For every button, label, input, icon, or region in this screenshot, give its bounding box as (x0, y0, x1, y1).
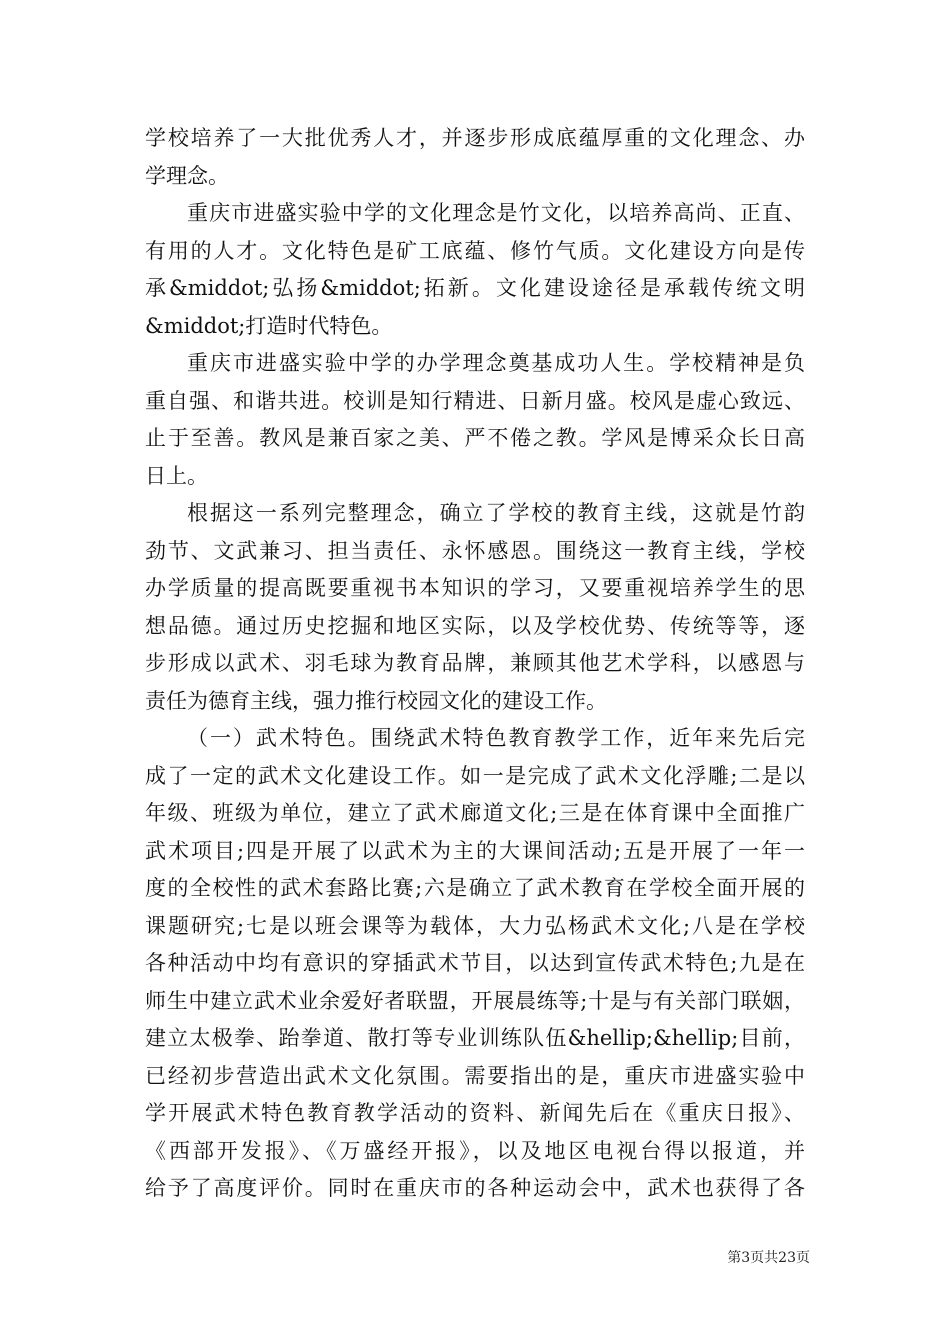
paragraph-2 (145, 195, 805, 345)
text-line: 重庆市进盛实验中学的办学理念奠基成功人生。学校精神是负 (187, 351, 805, 375)
text-line: 已经初步营造出武术文化氛围。需要指出的是，重庆市进盛实验中 (145, 1063, 805, 1088)
text-line: 重庆市进盛实验中学的文化理念是竹文化，以培养高尚、正直、 (187, 201, 805, 225)
text-line: 想品德。通过历史挖掘和地区实际，以及学校优势、传统等等，逐 (145, 613, 805, 638)
text-line: 建立太极拳、跆拳道、散打等专业训练队伍&hellip;&hellip;目前， (145, 1026, 805, 1050)
page-number-footer: 第3页共23页 (727, 1250, 810, 1266)
text-line: 责任为德育主线，强力推行校园文化的建设工作。 (145, 688, 607, 713)
text-line: 给予了高度评价。同时在重庆市的各种运动会中，武术也获得了各 (145, 1176, 805, 1200)
text-line: 武术项目;四是开展了以武术为主的大课间活动;五是开展了一年一 (145, 838, 805, 863)
text-line: 课题研究;七是以班会课等为载体，大力弘杨武术文化;八是在学校 (145, 913, 805, 938)
text-line: 日上。 (145, 463, 208, 488)
text-line: 成了一定的武术文化建设工作。如一是完成了武术文化浮雕;二是以 (145, 763, 805, 788)
text-line: 劲节、文武兼习、担当责任、永怀感恩。围绕这一教育主线，学校 (145, 538, 805, 563)
text-line: 年级、班级为单位，建立了武术廊道文化;三是在体育课中全面推广 (145, 801, 805, 825)
paragraph-4 (145, 495, 805, 720)
paragraph-3 (145, 345, 805, 495)
text-line: &middot;打造时代特色。 (145, 313, 393, 338)
text-line: 步形成以武术、羽毛球为教育品牌，兼顾其他艺术学科，以感恩与 (145, 651, 805, 675)
paragraph-1 (145, 120, 805, 195)
text-line: 各种活动中均有意识的穿插武术节目，以达到宣传武术特色;九是在 (145, 951, 805, 975)
text-line: 有用的人才。文化特色是矿工底蕴、修竹气质。文化建设方向是传 (145, 238, 805, 263)
text-line: 办学质量的提高既要重视书本知识的学习，又要重视培养学生的思 (145, 576, 805, 600)
text-line: 学理念。 (145, 163, 229, 188)
text-line: 度的全校性的武术套路比赛;六是确立了武术教育在学校全面开展的 (145, 876, 805, 900)
text-line: 承&middot;弘扬&middot;拓新。文化建设途径是承载传统文明 (145, 276, 805, 300)
text-line: 学开展武术特色教育教学活动的资料、新闻先后在《重庆日报》、 (145, 1101, 805, 1125)
text-line: 师生中建立武术业余爱好者联盟，开展晨练等;十是与有关部门联姻， (145, 988, 805, 1013)
text-line: 《西部开发报》、《万盛经开报》，以及地区电视台得以报道，并 (145, 1138, 805, 1163)
text-line: 学校培养了一大批优秀人才，并逐步形成底蕴厚重的文化理念、办 (145, 126, 805, 150)
text-line: （一）武术特色。围绕武术特色教育教学工作，近年来先后完 (187, 726, 805, 750)
body-text (145, 120, 805, 1208)
text-line: 根据这一系列完整理念，确立了学校的教育主线，这就是竹韵 (187, 501, 805, 525)
text-line: 重自强、和谐共进。校训是知行精进、日新月盛。校风是虚心致远、 (145, 388, 805, 413)
text-line: 止于至善。教风是兼百家之美、严不倦之教。学风是博采众长日高 (145, 426, 805, 450)
paragraph-5 (145, 720, 805, 1208)
